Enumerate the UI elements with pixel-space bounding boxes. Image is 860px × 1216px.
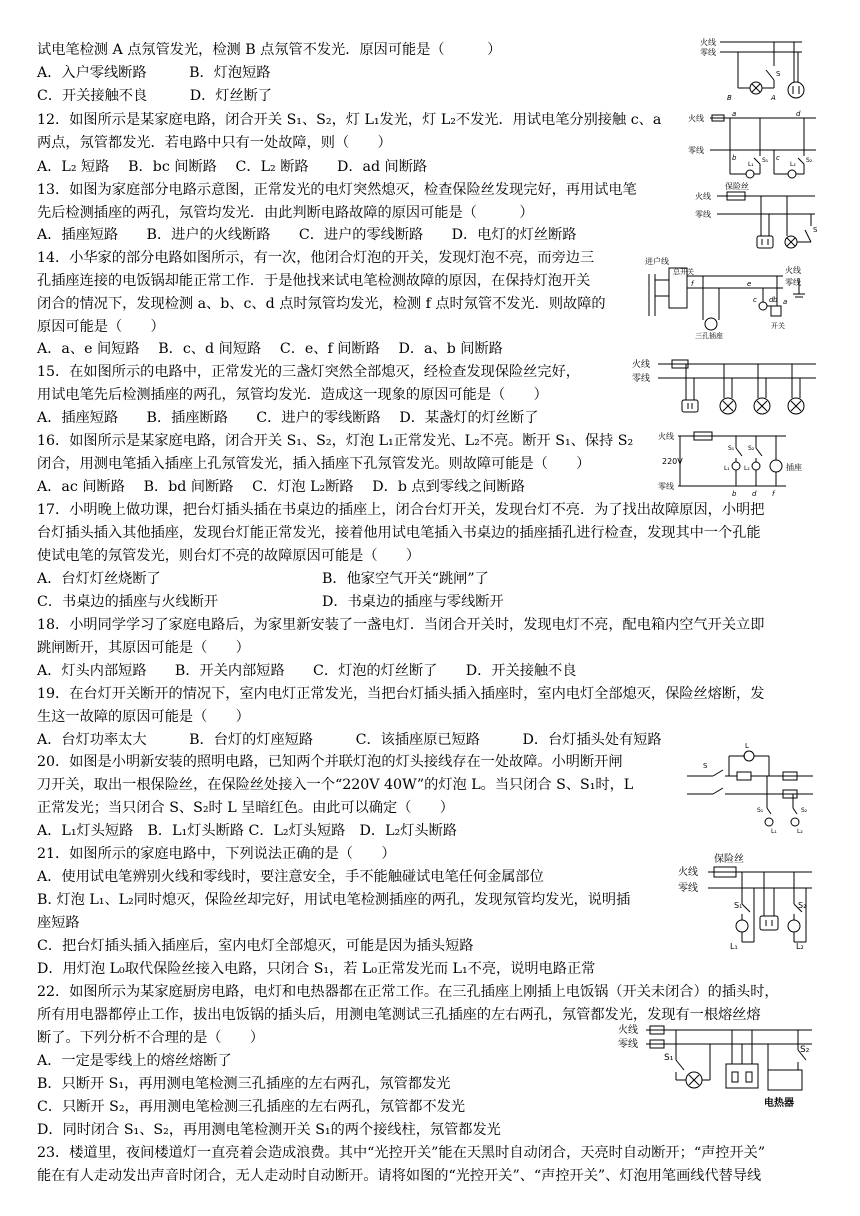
point-c-label: c [776,154,780,162]
neutral-wire-label: 零线 [658,482,674,491]
live-wire-label: 火线 [695,192,711,201]
q18-stem: 18．小明同学学习了家庭电路后，为家里新安装了一盏电灯．当闭合开关时，发现电灯不亮，配电箱内空气开关立即 [37,617,765,633]
live-wire-label: 火线 [678,867,698,878]
q21-stem: 21．如图所示的家庭电路中，下列说法正确的是（ ） [37,846,396,862]
point-b-label: b [773,296,778,304]
point-c-label: c [753,296,757,304]
q13-stem: 先后检测插座的两孔，氖管均发光．由此判断电路故障的原因可能是（ ） [37,205,534,221]
q11-options-cd: C．开关接触不良 D．灯丝断了 [37,88,273,104]
neutral-wire-label: 零线 [695,210,711,219]
q17-option-d: D．书桌边的插座与零线断开 [322,594,504,610]
q21-option-d: D．用灯泡 L₀取代保险丝接入电路，只闭合 S₁，若 L₀正常发光而 L₁不亮，说明电路正常 [37,961,596,977]
q17-stem: 17．小明晚上做功课，把台灯插头插在书桌边的插座上，闭合台灯开关，发现台灯不亮．为了找出故障原因，小明把 [37,502,765,518]
point-a-label: a [732,110,737,118]
live-wire-label: 火线 [785,266,801,275]
q22-stem: 22．如图所示为某家庭厨房电路，电灯和电热器都在正常工作。在三孔插座上刚插上电饭锅（开关未闭合）的插头时， [37,984,779,1000]
q14-circuit-diagram [643,256,818,340]
socket-label: 插座 [786,463,802,472]
switch-s1-label: S₁ [734,901,743,910]
lamp-l-label: L [745,742,749,750]
q22-stem: 所有用电器都停止工作，拔出电饭锅的插头后，用测电笔测试三孔插座的左右两孔，氖管都发光，发现有一根熔丝熔 [37,1007,761,1023]
q19-stem: 生这一故障的原因可能是（ ） [37,709,250,725]
q20-circuit-diagram [683,742,818,834]
q18-options: A．灯头内部短路 B．开关内部短路 C．灯泡的灯丝断了 D．开关接触不良 [37,663,577,679]
q18-stem: 跳闸断开，其原因可能是（ ） [37,640,250,656]
fuse-label: 保险丝 [725,182,749,191]
q14-stem: 孔插座连接的电饭锅却能正常工作．于是他找来试电笔检测故障的原因，在保持灯泡开关 [37,273,591,289]
q12-stem: 12．如图所示是某家庭电路，闭合开关 S₁、S₂，灯 L₁发光，灯 L₂不发光．用试电笔分别接触 c、a [37,112,662,128]
q11-stem-tail: 试电笔检测 A 点氖管发光，检测 B 点氖管不发光．原因可能是（ ） [37,42,502,58]
q22-stem: 断了。下列分析不合理的是（ ） [37,1030,265,1046]
three-hole-socket-label: 三孔插座 [695,332,723,340]
point-f-label: f [772,490,775,498]
neutral-wire-label: 零线 [688,146,704,155]
switch-s1-label: S₁ [728,445,735,452]
q11-options-ab: A．入户零线断路 B．灯泡短路 [37,65,271,81]
main-switch-label: S [703,762,708,770]
point-a-label: a [783,298,788,306]
neutral-wire-label: 零线 [678,883,698,894]
lamp-l1-label: L₁ [771,828,777,834]
fuse-label: 保险丝 [714,854,744,865]
point-b-label: B [727,94,732,102]
q20-stem: 正常发光；当只闭合 S、S₂时 L 呈暗红色。由此可以确定（ ） [37,800,454,816]
q14-options: A．a、e 间短路 B．c、d 间短路 C．e、f 间断路 D．a、b 间断路 [37,341,503,357]
switch-s2-label: S₂ [801,807,808,814]
q16-stem: 闭合，用测电笔插入插座上孔氖管发光，插入插座下孔氖管发光。则故障可能是（ ） [37,456,591,472]
q22-circuit-diagram [618,1020,818,1116]
switch-s2-label: S₂ [800,1045,810,1055]
q22-option-b: B．只断开 S₁，再用测电笔检测三孔插座的左右两孔，氖管都发光 [37,1076,451,1092]
neutral-wire-label: 零线 [785,278,801,287]
point-b-label: b [732,490,737,498]
neutral-wire-label: 零线 [618,1039,638,1050]
switch-label: S [813,226,818,234]
point-b-label: b [732,154,737,162]
q15-circuit-diagram [632,354,820,424]
q13-options: A．插座短路 B．进户的火线断路 C．进户的零线断路 D．电灯的灯丝断路 [37,227,577,243]
lamp-l2-label: L₂ [744,465,750,472]
switch-s2-label: S₂ [798,901,807,910]
q13-stem: 13．如图为家庭部分电路示意图，正常发光的电灯突然熄灭，检查保险丝发现完好，再用试电笔 [37,182,637,198]
q14-stem: 14．小华家的部分电路如图所示，有一次，他闭合灯泡的开关，发现灯泡不亮，而旁边三 [37,250,595,266]
q21-option-a: A．使用试电笔辨别火线和零线时，要注意安全，手不能触碰试电笔任何金属部位 [37,869,544,885]
q15-stem: 用试电笔先后检测插座的两孔，氖管均发光．造成这一现象的原因可能是（ ） [37,387,548,403]
neutral-wire-label: 零线 [632,374,651,384]
live-wire-label: 火线 [700,38,716,47]
voltage-label: 220V [662,457,683,466]
point-e-label: e [747,280,752,288]
switch-s1-label: S₁ [757,807,764,814]
q13-circuit-diagram [695,180,820,255]
live-wire-label: 火线 [632,360,651,370]
point-f-label: f [691,280,694,288]
q14-stem: 闭合的情况下，发现检测 a、b、c、d 点时氖管均发光，检测 f 点时氖管不发光．则故障的 [37,296,606,312]
switch-s2-label: S₂ [748,445,755,452]
q20-stem: 20．如图是小明新安装的照明电路，已知两个并联灯泡的灯头接线存在一处故障。小明断开闸 [37,754,623,770]
point-d-label: d [796,110,801,118]
live-wire-label: 火线 [618,1025,638,1036]
master-switch-label: 总开关 [673,268,694,276]
q22-option-a: A．一定是零线上的熔丝熔断了 [37,1053,232,1069]
lamp-l2-label: L₂ [797,828,803,834]
q21-option-b: B. 灯泡 L₁、L₂同时熄灭，保险丝却完好，用试电笔检测插座的两孔，发现氖管均发光，说明插 [37,892,631,908]
lamp-l1-label: L₁ [724,465,730,472]
lamp-l1-label: L₁ [748,161,754,168]
switch-s2-label: S₂ [806,157,813,164]
q14-stem: 原因可能是（ ） [37,319,165,335]
live-wire-label: 火线 [658,432,674,441]
q23-stem: 23．楼道里，夜间楼道灯一直亮着会造成浪费。其中“光控开关”能在天黑时自动闭合，天亮时自动断开；“声控开关” [37,1145,766,1161]
q15-stem: 15．在如图所示的电路中，正常发光的三盏灯突然全部熄灭，经检查发现保险丝完好， [37,364,580,380]
lamp-l2-label: L₂ [790,161,796,168]
q19-options: A．台灯功率太大 B．台灯的灯座短路 C．该插座原已短路 D．台灯插头处有短路 [37,732,662,748]
point-d-label: d [752,490,757,498]
q11-circuit-diagram [700,36,810,106]
q16-stem: 16．如图所示是某家庭电路，闭合开关 S₁、S₂，灯泡 L₁正常发光、L₂不亮。断开 S₁、保持 S₂ [37,433,634,449]
lamp-l2-label: L₂ [796,942,804,950]
switch-s1-label: S₁ [762,157,769,164]
live-wire-label: 火线 [688,114,704,123]
q12-stem: 两点，氖管都发光．若电路中只有一处故障，则（ ） [37,135,392,151]
neutral-wire-label: 零线 [700,48,716,57]
q21-option-b-cont: 座短路 [37,915,80,931]
q16-circuit-diagram [656,426,820,498]
switch-label: 开关 [771,322,785,330]
lamp-l1-label: L₁ [730,942,738,950]
switch-s1-label: S₁ [664,1053,674,1063]
q23-stem: 能在有人走动发出声音时闭合，无人走动时自动断开。请将如图的“光控开关”、“声控开关”、灯泡用笔画线代替导线 [37,1168,762,1184]
q15-options: A．插座短路 B．插座断路 C．进户的零线断路 D．某盏灯的灯丝断了 [37,410,539,426]
q22-option-d: D．同时闭合 S₁、S₂，再用测电笔检测开关 S₁的两个接线柱，氖管都发光 [37,1122,501,1138]
heater-label: 电热器 [764,1098,794,1109]
q17-option-a: A．台灯灯丝烧断了 [37,571,161,587]
q20-options: A．L₁灯头短路 B．L₁灯头断路 C．L₂灯头短路 D．L₂灯头断路 [37,823,457,839]
q16-options: A．ac 间断路 B．bd 间断路 C．灯泡 L₂断路 D．b 点到零线之间断路 [37,479,525,495]
q21-option-c: C．把台灯插头插入插座后，室内电灯全部熄灭，可能是因为插头短路 [37,938,474,954]
q17-option-c: C．书桌边的插座与火线断开 [37,594,219,610]
q20-stem: 刀开关，取出一根保险丝，在保险丝处接入一个“220V 40W”的灯泡 L。当只闭合 S、S₁时，L [37,777,634,793]
q17-option-b: B．他家空气开关“跳闸”了 [322,571,489,587]
entry-wire-label: 进户线 [645,257,669,266]
q17-stem: 使试电笔的氖管发光，则台灯不亮的故障原因可能是（ ） [37,548,421,564]
point-d-label: d [769,296,774,304]
q12-circuit-diagram [688,108,820,180]
q17-stem: 台灯插头插入其他插座，发现台灯能正常发光，接着他用试电笔插入书桌边的插座插孔进行检查，发现其中一个孔能 [37,525,761,541]
switch-label: S [776,70,781,78]
point-a-label: A [771,94,776,102]
q22-option-c: C．只断开 S₂，再用测电笔检测三孔插座的左右两孔，氖管都不发光 [37,1099,466,1115]
q19-stem: 19．在台灯开关断开的情况下，室内电灯正常发光，当把台灯插头插入插座时，室内电灯全部熄灭，保险丝熔断，发 [37,686,765,702]
q12-options: A．L₂ 短路 B．bc 间断路 C．L₂ 断路 D．ad 间断路 [37,159,428,175]
q21-circuit-diagram [678,846,818,950]
